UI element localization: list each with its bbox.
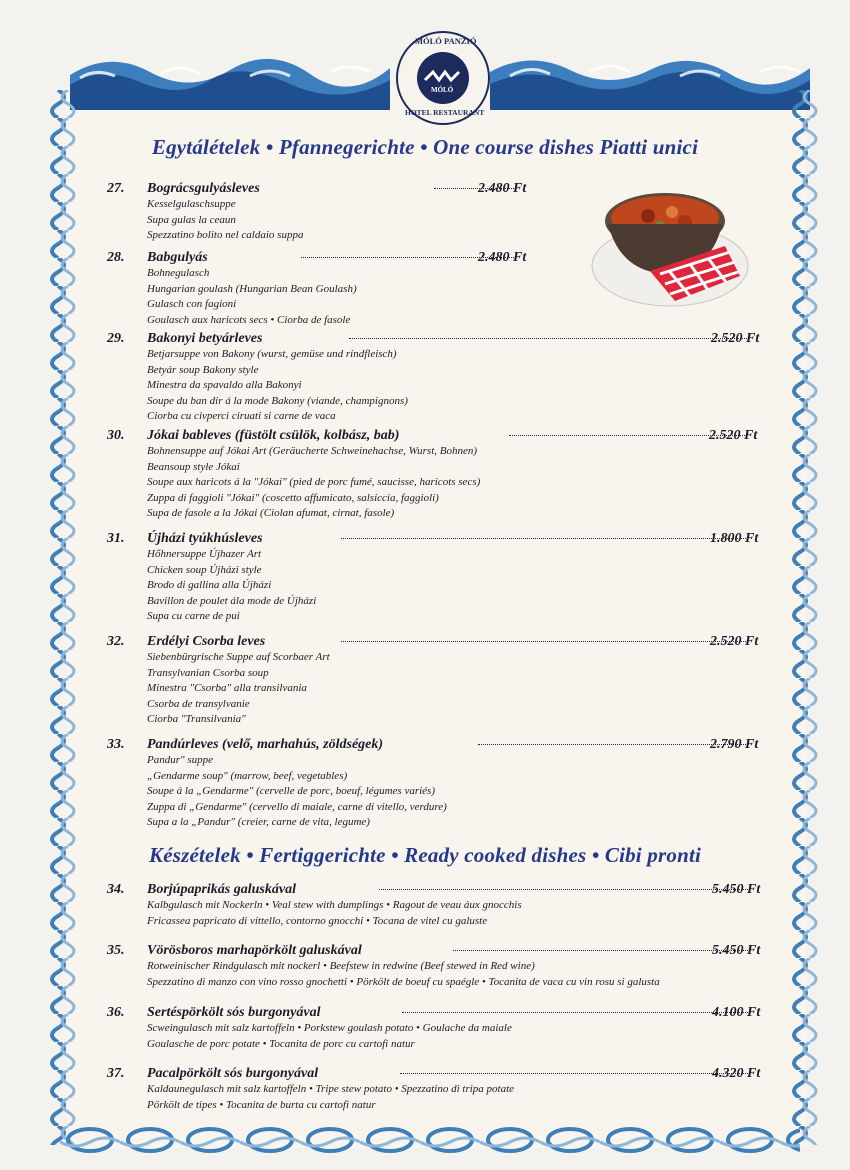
menu-item-description: Transylvanian Csorba soup: [147, 666, 269, 679]
menu-item-description: Soupe aux haricots á la "Jókai" (pied de porc fumé, saucisse, haricots secs): [147, 476, 481, 488]
menu-item-name: Borjúpaprikás galuskával: [147, 882, 296, 897]
menu-item-name: Újházi tyúkhúsleves: [147, 531, 263, 546]
menu-item-number: 27.: [107, 181, 125, 196]
logo-top-text: MÓLÓ PANZIÓ: [415, 36, 477, 46]
menu-item-description: Zuppa di „Gendarme" (cervello di maiale, carne di vitello, verdure): [147, 800, 447, 813]
menu-item-description: Soupe á la „Gendarme" (cervelle de porc, boeuf, légumes variés): [147, 785, 435, 797]
menu-item-description: Supa cu carne de pui: [147, 610, 240, 622]
menu-item-name: Pacalpörkölt sós burgonyával: [147, 1066, 319, 1081]
menu-item-description: Bohnensuppe auf Jókai Art (Geräucherte Schweinehachse, Wurst, Bohnen): [147, 445, 478, 457]
leader-dots: [349, 338, 747, 339]
leader-dots: [400, 1073, 748, 1074]
menu-item-number: 34.: [107, 882, 125, 897]
menu-item-number: 28.: [107, 250, 125, 265]
menu-item-description: Supa de fasole a la Jókai (Ciolan afumat, cirnat, fasole): [147, 507, 395, 519]
menu-item-description: Goulasch aux haricots secs • Ciorba de fasole: [147, 313, 351, 326]
menu-item-description: Chicken soup Újházi style: [147, 563, 262, 576]
menu-item-description: Betyár soup Bakony style: [147, 363, 259, 376]
menu-item-name: Babgulyás: [147, 250, 208, 265]
menu-item-price: 5.450 Ft: [712, 882, 761, 897]
menu-item-number: 35.: [107, 943, 125, 958]
molo-logo: [393, 28, 493, 128]
menu-item-name: Bográcsgulyásleves: [147, 181, 260, 196]
menu-item-description: Kesselgulaschsuppe: [147, 198, 236, 210]
menu-item-price: 2.520 Ft: [710, 634, 759, 649]
rope-border-bottom: [60, 1120, 800, 1160]
menu-item-number: 29.: [107, 331, 125, 346]
menu-item-name: Vörösboros marhapörkölt galuskával: [147, 943, 362, 958]
section-title-ready-cooked: Készételek • Fertiggerichte • Ready cooked dishes • Cibi pronti: [148, 843, 702, 867]
menu-item-price: 2.520 Ft: [709, 428, 758, 443]
menu-item-description: Supa a la „Pandur" (creier, carne de vita, legume): [147, 816, 370, 828]
menu-item-description: Ciorba "Transilvania": [147, 713, 246, 725]
menu-item-name: Erdélyi Csorba leves: [147, 634, 266, 649]
menu-item-description: Minestra da spavaldo alla Bakonyi: [147, 379, 302, 391]
leader-dots: [402, 1012, 748, 1013]
menu-item-description: Spezzatino di manzo con vino rosso gnochetti • Pörkölt de boeuf cu spaégle • Tocanita de vaca cu vin rosu si galusta: [147, 975, 660, 988]
menu-item-description: Pandur" suppe: [147, 754, 214, 766]
menu-item-description: Spezzatino bolito nel caldaio suppa: [147, 229, 304, 241]
menu-item-description: Beansoup style Jókai: [147, 460, 240, 473]
menu-item-number: 32.: [107, 634, 125, 649]
menu-item-name: Sertéspörkölt sós burgonyával: [147, 1005, 321, 1020]
menu-item-description: Pörkölt de tipes • Tocanita de burta cu cartofi natur: [147, 1098, 376, 1111]
menu-item-number: 37.: [107, 1066, 125, 1081]
menu-item-name: Bakonyi betyárleves: [147, 331, 263, 346]
menu-item-description: Soupe du ban dir á la mode Bakony (viande, champignons): [147, 394, 408, 407]
menu-item-description: Ciorba cu civperci ciruati si carne de vaca: [147, 410, 336, 422]
menu-item-description: Bavillon de poulet ála mode de Újházi: [147, 594, 317, 607]
menu-item-price: 4.320 Ft: [712, 1066, 761, 1081]
menu-item-price: 1.800 Ft: [710, 531, 759, 546]
leader-dots: [341, 641, 746, 642]
menu-item-description: Rotweinischer Rindgulasch mit nockerl • Beefstew in redwine (Beef stewed in Red wine): [147, 960, 535, 972]
logo-bottom-text: HOTEL RESTAURANT: [405, 108, 485, 117]
leader-dots: [341, 538, 746, 539]
menu-item-name: Pandúrleves (velő, marhahús, zöldségek): [147, 737, 384, 752]
menu-item-description: Goulasche de porc potate • Tocanita de porc cu cartofi natur: [147, 1037, 415, 1050]
goulash-bowl-image: [590, 176, 760, 316]
menu-item-description: Supa gulas la ceaun: [147, 213, 236, 226]
leader-dots: [453, 950, 748, 951]
logo-center-text: MÓLÓ: [431, 86, 454, 94]
leader-dots: [478, 744, 746, 745]
menu-item-name: Jókai bableves (füstölt csülök, kolbász, bab): [147, 428, 400, 443]
menu-item-number: 31.: [107, 531, 125, 546]
menu-item-description: Betjarsuppe von Bakony (wurst, gemüse und rindfleisch): [147, 348, 397, 360]
menu-item-description: Siebenbürgrische Suppe auf Scorbaer Art: [147, 651, 330, 663]
menu-item-price: 5.450 Ft: [712, 943, 761, 958]
menu-item-description: Csorba de transylvanie: [147, 697, 250, 710]
menu-item-description: Brodo di gallina alla Újházi: [147, 579, 272, 591]
menu-item-description: Fricassea papricato di vittello, contorno gnocchi • Tocana de vitel cu galuste: [147, 914, 488, 927]
menu-item-description: Hőhnersuppe Újhazer Art: [147, 548, 262, 560]
menu-item-description: Zuppa di faggioli "Jókai" (coscetto affumicato, salsiccia, faggioli): [147, 491, 439, 504]
rope-border-right: [790, 90, 822, 1145]
section-title-one-course: Egytálételek • Pfannegerichte • One course dishes Piatti unici: [151, 135, 699, 159]
menu-item-description: Gulasch con fagioni: [147, 298, 237, 310]
menu-item-description: Kaldaunegulasch mit salz kartoffeln • Tripe stew potato • Spezzatino di tripa potate: [147, 1083, 515, 1095]
menu-item-description: Scweingulasch mit salz kartoffeln • Porkstew goulash potato • Goulache da maiale: [147, 1022, 512, 1034]
menu-item-price: 2.480 Ft: [478, 181, 527, 196]
menu-item-description: Bohnegulasch: [147, 267, 210, 279]
menu-item-description: Minestra "Csorba" alla transilvania: [147, 682, 307, 694]
menu-item-price: 4.100 Ft: [712, 1005, 761, 1020]
menu-item-description: „Gendarme soup" (marrow, beef, vegetables): [147, 769, 348, 782]
menu-item-price: 2.480 Ft: [478, 250, 527, 265]
menu-item-price: 2.790 Ft: [710, 737, 759, 752]
leader-dots: [379, 889, 748, 890]
menu-item-number: 33.: [107, 737, 125, 752]
menu-item-number: 36.: [107, 1005, 125, 1020]
menu-item-price: 2.520 Ft: [711, 331, 760, 346]
menu-item-description: Kalbgulasch mit Nockerln • Veal stew with dumplings • Ragout de veau áux gnocchis: [147, 899, 522, 911]
rope-border-left: [48, 90, 80, 1145]
menu-item-description: Hungarian goulash (Hungarian Bean Goulash): [147, 282, 357, 295]
menu-item-number: 30.: [107, 428, 125, 443]
